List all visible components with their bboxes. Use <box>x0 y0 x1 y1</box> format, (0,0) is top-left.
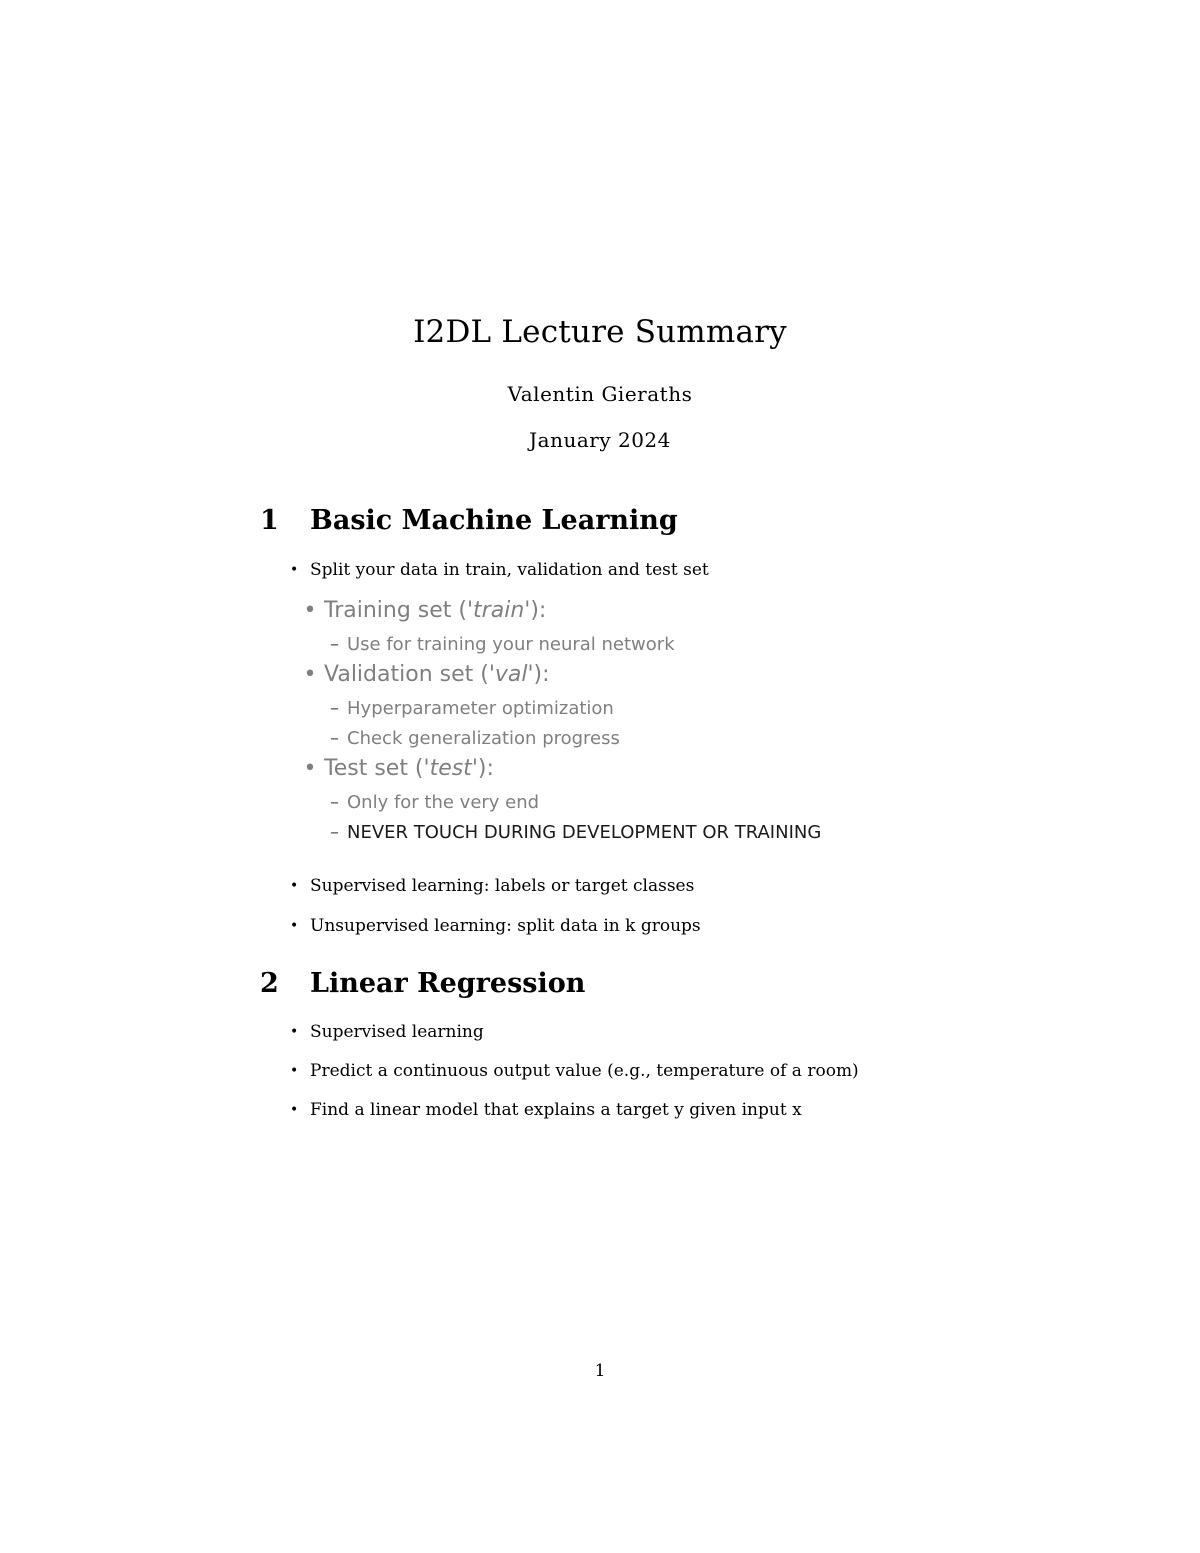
dash-icon: – <box>330 792 339 813</box>
slide-bullet-validation: • Validation set ('val'): <box>296 662 550 687</box>
dash-icon: – <box>330 698 339 719</box>
bullet-icon: • <box>303 662 317 687</box>
list-item-text: Supervised learning: labels or target classes <box>310 876 695 896</box>
list-item-text: Predict a continuous output value (e.g., temperature of a room) <box>310 1061 859 1081</box>
bullet-icon: • <box>290 1024 299 1040</box>
document-title: I2DL Lecture Summary <box>413 314 787 350</box>
bullet-icon: • <box>290 918 299 934</box>
slide-subitem: – Hyperparameter optimization <box>330 698 614 719</box>
dash-icon: – <box>330 822 339 843</box>
dash-icon: – <box>330 728 339 749</box>
slide-subitem: – Use for training your neural network <box>330 634 675 655</box>
list-item <box>290 916 701 936</box>
slide-subitem: – Check generalization progress <box>330 728 620 749</box>
document-author: Valentin Gieraths <box>507 382 693 406</box>
slide-subitem: – Only for the very end <box>330 792 540 813</box>
bullet-icon: • <box>290 562 299 578</box>
list-item <box>290 1100 802 1120</box>
dash-icon: – <box>330 634 339 655</box>
page-number: 1 <box>594 1361 606 1381</box>
section-title: Linear Regression <box>310 968 586 999</box>
section-number: 1 <box>260 505 279 536</box>
list-item <box>290 560 709 580</box>
bullet-icon: • <box>290 878 299 894</box>
section-title: Basic Machine Learning <box>310 505 678 536</box>
list-item-text: Split your data in train, validation and test set <box>310 560 709 580</box>
section-heading-2 <box>260 968 585 999</box>
section-number: 2 <box>260 968 279 999</box>
bullet-icon: • <box>290 1102 299 1118</box>
section-heading-1 <box>260 505 678 536</box>
list-item <box>290 1061 859 1081</box>
slide-bullet-test: • Test set ('test'): <box>296 756 494 781</box>
bullet-icon: • <box>303 756 317 781</box>
slide-subitem-warning: – NEVER TOUCH DURING DEVELOPMENT OR TRAINING <box>330 822 822 843</box>
list-item-text: Find a linear model that explains a target y given input x <box>310 1100 802 1120</box>
bullet-icon: • <box>303 598 317 623</box>
list-item <box>290 876 694 896</box>
bullet-icon: • <box>290 1063 299 1079</box>
list-item <box>290 1022 484 1042</box>
document-date: January 2024 <box>529 428 671 452</box>
list-item-text: Supervised learning <box>310 1022 484 1042</box>
embedded-slide-image <box>296 596 896 854</box>
list-item-text: Unsupervised learning: split data in k groups <box>310 916 701 936</box>
slide-bullet-training: • Training set ('train'): <box>296 598 546 623</box>
